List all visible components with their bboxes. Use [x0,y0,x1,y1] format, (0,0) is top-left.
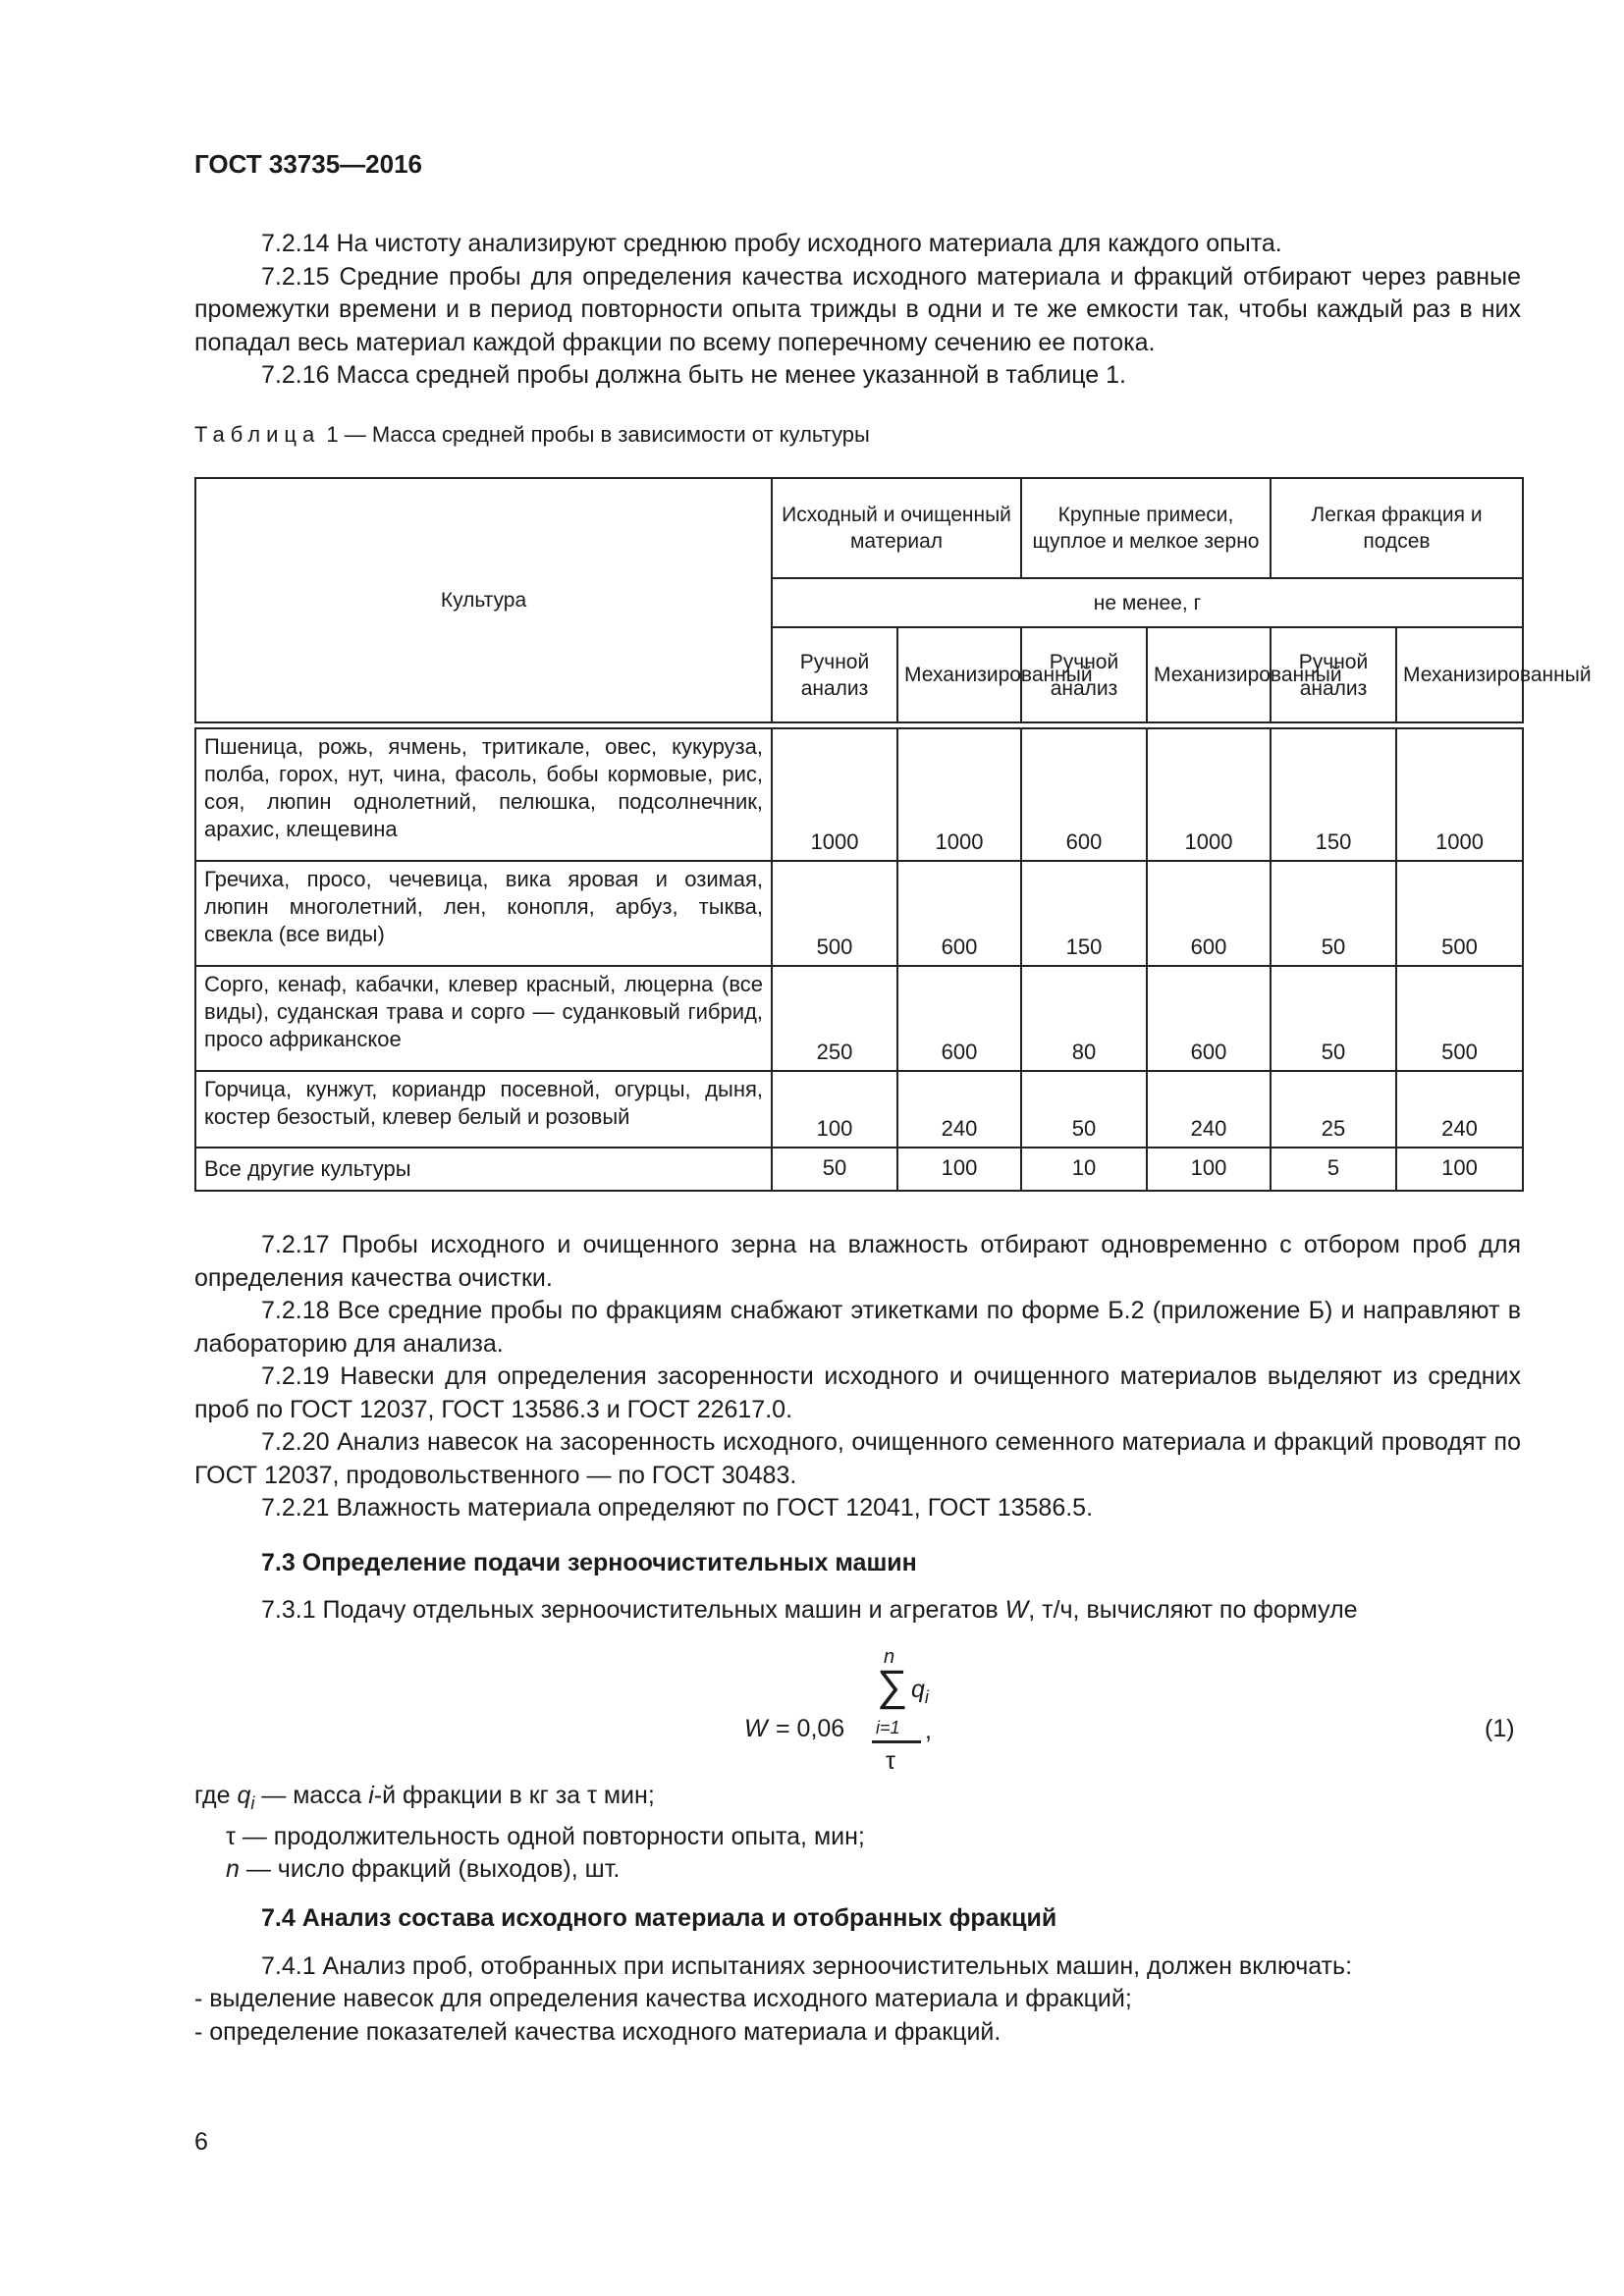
formula-definitions [194,1780,865,1887]
definition-q [194,1780,865,1821]
table-row [195,1071,1523,1148]
header-unit: не менее, г [772,578,1523,627]
text: — число фракций (выходов), шт. [239,1855,621,1883]
header-group: Крупные примеси, щуплое и мелкое зерно [1021,478,1271,578]
value-cell: 500 [1396,966,1523,1071]
value-cell: 600 [1147,966,1271,1071]
paragraph-7-2-18: 7.2.18 Все средние пробы по фракциям снабжают этикетками по форме Б.2 (приложение Б) и направляют в лабораторию для анализа. [194,1297,1521,1358]
value-cell: 50 [1271,966,1396,1071]
caption-text: 1 — Масса средней пробы в зависимости от культуры [320,422,870,447]
header-manual: Ручной анализ [772,627,897,722]
sample-mass-table [194,477,1592,1192]
paragraph-7-4-1: 7.4.1 Анализ проб, отобранных при испытаниях зерноочистительных машин, должен включать: [261,1951,1353,1980]
paragraph-7-2-19: 7.2.19 Навески для определения засоренности исходного и очищенного материалов выделяют из средних проб по ГОСТ 12037, ГОСТ 13586.3 и ГОСТ 22617.0. [194,1362,1521,1423]
list-item: - выделение навесок для определения качества исходного материала и фракций; [194,1985,1132,2012]
header-manual: Ручной анализ [1271,627,1396,722]
table-row [195,1148,1523,1191]
value-cell: 150 [1271,728,1396,861]
value-cell: 150 [1021,861,1147,966]
header-mech: Механизированный [1147,627,1271,722]
subscript: i [250,1793,255,1813]
equation-number: (1) [1485,1715,1515,1742]
section-7-4 [194,1902,1521,2049]
section-heading-7-4: 7.4 Анализ состава исходного материала и отобранных фракций [261,1904,1057,1932]
header-manual: Ручной анализ [1021,627,1147,722]
paragraph-7-2-16: 7.2.16 Масса средней пробы должна быть не менее указанной в таблице 1. [261,361,1126,389]
value-cell: 25 [1271,1071,1396,1148]
value-cell: 50 [772,1148,897,1191]
culture-cell: Горчица, кунжут, кориандр посевной, огурцы, дыня, костер безостый, клевер белый и розовый [195,1071,772,1148]
text: , т/ч, вычисляют по формуле [1028,1596,1358,1624]
q: q [911,1676,925,1703]
header-mech: Механизированный [1396,627,1523,722]
value-cell: 1000 [1396,728,1523,861]
section-heading-7-3: 7.3 Определение подачи зерноочистительных машин [261,1548,917,1576]
definition-tau [194,1821,865,1854]
paragraph-7-2-17: 7.2.17 Пробы исходного и очищенного зерна на влажность отбирают одновременно с отбором проб для определения качества очистки. [194,1231,1521,1292]
header-mech: Механизированный [897,627,1021,722]
culture-cell: Сорго, кенаф, кабачки, клевер красный, люцерна (все виды), суданская трава и сорго — суданковый гибрид, просо африканское [195,966,772,1071]
value-cell: 1000 [897,728,1021,861]
symbol: n [226,1855,240,1883]
text: — продолжительность одной повторности опыта, мин; [235,1822,865,1850]
paragraphs-top [194,228,1521,393]
formula-lhs: W [744,1715,768,1742]
header-group: Легкая фракция и подсев [1271,478,1523,578]
value-cell: 240 [1147,1071,1271,1148]
definition-n [194,1853,865,1887]
paragraph-7-3-1 [194,1594,1521,1628]
value-cell: 100 [897,1148,1021,1191]
paragraph-7-2-21: 7.2.21 Влажность материала определяют по ГОСТ 12041, ГОСТ 13586.5. [261,1494,1094,1522]
header-group: Исходный и очищенный материал [772,478,1021,578]
value-cell: 600 [897,861,1021,966]
culture-cell: Пшеница, рожь, ячмень, тритикале, овес, кукуруза, полба, горох, нут, чина, фасоль, бобы кормовые, рис, соя, люпин однолетний, пелюшка, подсолнечник, арахис, клещевина [195,728,772,861]
value-cell: 600 [1021,728,1147,861]
value-cell: 100 [1147,1148,1271,1191]
page-number: 6 [194,2128,208,2156]
value-cell: 10 [1021,1148,1147,1191]
formula-1 [0,1646,1624,1775]
variable: W [1004,1596,1029,1624]
fraction-bar [872,1740,921,1743]
value-cell: 50 [1271,861,1396,966]
value-cell: 500 [772,861,897,966]
sum-lower: i=1 [876,1718,900,1737]
sum-term [911,1676,929,1708]
value-cell: 240 [1396,1071,1523,1148]
text: где [194,1782,238,1809]
value-cell: 500 [1396,861,1523,966]
comma: , [925,1717,932,1744]
header-culture: Культура [195,478,772,722]
value-cell: 100 [772,1071,897,1148]
symbol: q [237,1782,251,1809]
symbol: τ [226,1822,236,1850]
caption-prefix: Таблица [194,422,321,447]
q-sub: i [924,1687,929,1707]
text: — масса [254,1782,369,1809]
value-cell: 1000 [772,728,897,861]
value-cell: 100 [1396,1148,1523,1191]
culture-cell: Гречиха, просо, чечевица, вика яровая и озимая, люпин многолетний, лен, конопля, арбуз, тыква, свекла (все виды) [195,861,772,966]
denominator: τ [886,1747,895,1775]
table-row [195,966,1523,1071]
paragraph-7-2-14: 7.2.14 На чистоту анализируют среднюю пробу исходного материала для каждого опыта. [261,230,1282,257]
text: -й фракции в кг за τ мин; [373,1782,655,1809]
formula-coef: = 0,06 [776,1715,845,1742]
value-cell: 5 [1271,1148,1396,1191]
value-cell: 1000 [1147,728,1271,861]
value-cell: 250 [772,966,897,1071]
paragraph-7-2-20: 7.2.20 Анализ навесок на засоренность исходного, очищенного семенного материала и фракций проводят по ГОСТ 12037, продовольственного — по ГОСТ 30483. [194,1428,1521,1489]
paragraph-7-2-15: 7.2.15 Средние пробы для определения качества исходного материала и фракций отбирают через равные промежутки времени и в период повторности опыта трижды в одни и те же емкости так, чтобы каждый раз в них попадал весь материал каждой фракции по всему поперечному сечению ее потока. [194,262,1521,356]
sum-upper: n [884,1646,895,1668]
value-cell: 600 [1147,861,1271,966]
value-cell: 50 [1021,1071,1147,1148]
text: 7.3.1 Подачу отдельных зерноочистительных машин и агрегатов [261,1596,1005,1624]
table-row [195,728,1523,861]
value-cell: 600 [897,966,1021,1071]
value-cell: 240 [897,1071,1021,1148]
table-caption [194,422,870,448]
list-item: - определение показателей качества исходного материала и фракций. [194,2017,1001,2046]
symbol: i [368,1782,374,1809]
culture-cell: Все другие культуры [195,1148,772,1191]
document-header: ГОСТ 33735—2016 [194,149,422,179]
sum-icon: ∑ [877,1662,908,1710]
value-cell: 80 [1021,966,1147,1071]
paragraphs-after-table [194,1229,1521,1628]
table-row [195,861,1523,966]
